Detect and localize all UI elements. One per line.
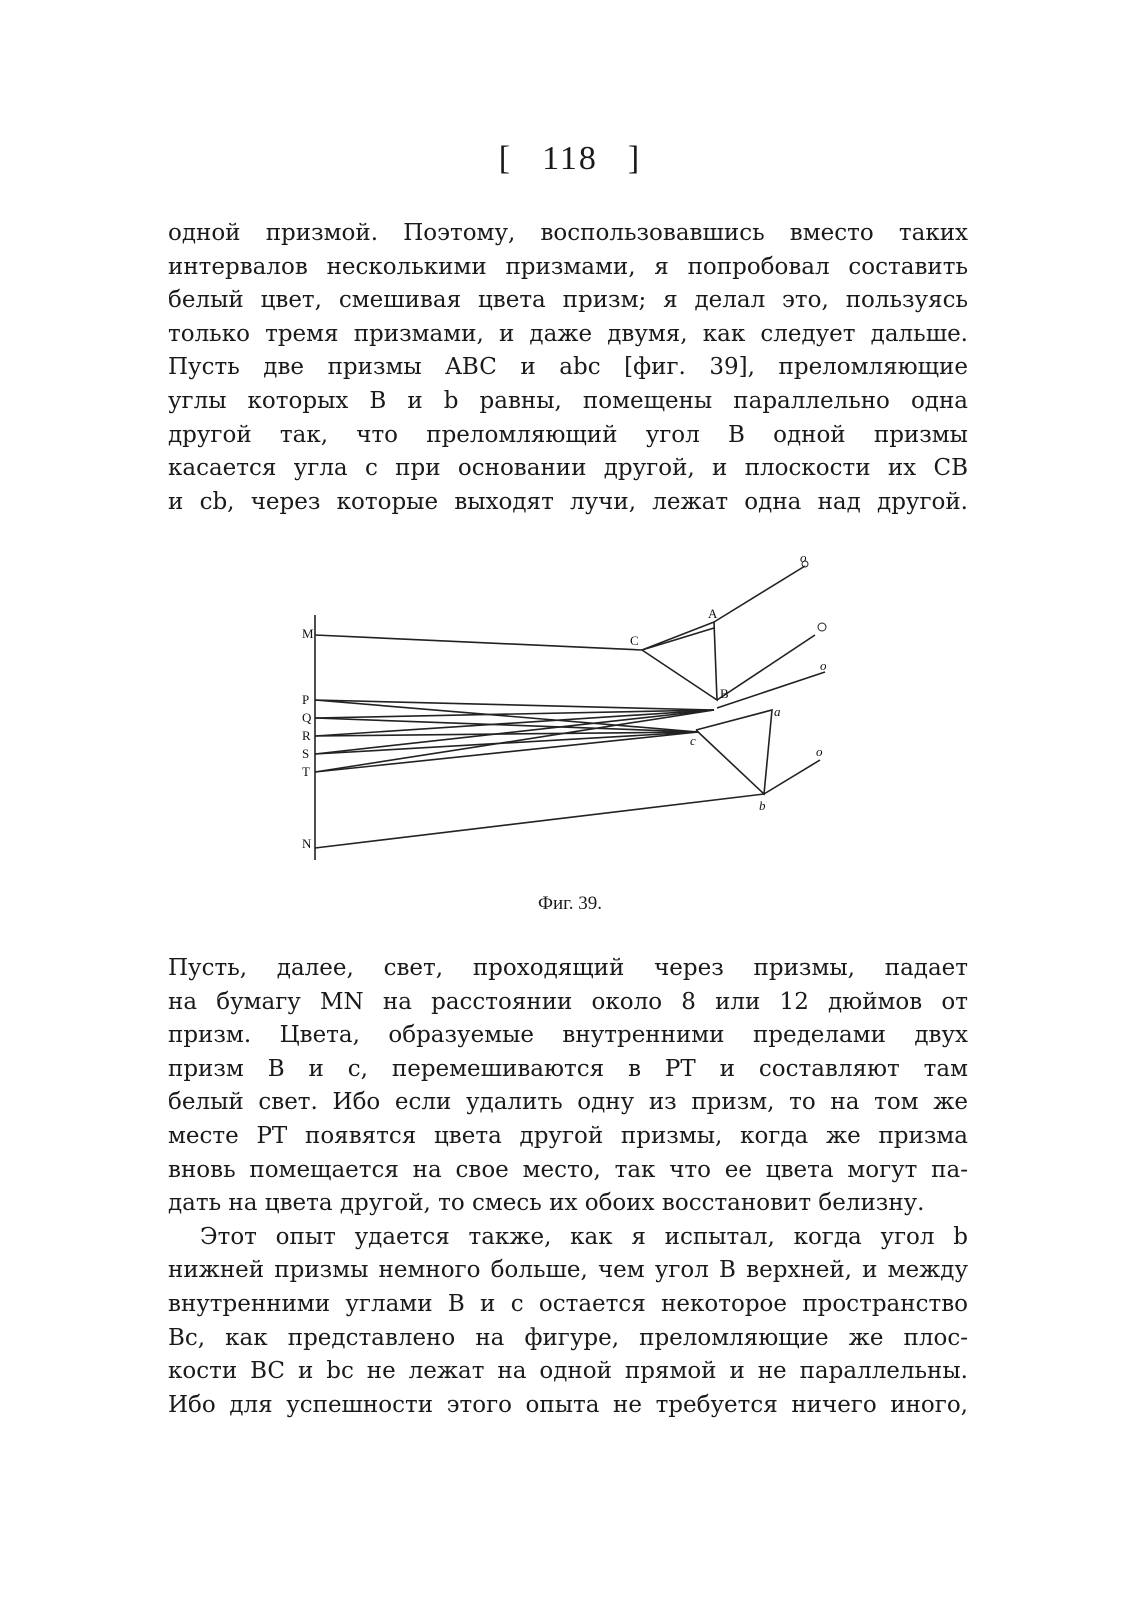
text-line: призм. Цвета, образуемые внутренними пределами двух bbox=[168, 1022, 968, 1049]
prism-ray-diagram bbox=[300, 550, 860, 880]
bracket-left: [ bbox=[498, 140, 513, 177]
label-t: T bbox=[302, 764, 310, 779]
text-line: белый цвет, смешивая цвета призм; я делал это, пользуясь bbox=[168, 287, 968, 314]
label-q: Q bbox=[302, 710, 312, 725]
paragraph-1 bbox=[168, 217, 968, 519]
text-line: касается угла c при основании другой, и плоскости их CB bbox=[168, 455, 968, 482]
label-s: S bbox=[302, 746, 310, 761]
text-line: кости BC и bc не лежат на одной прямой и не параллельны. bbox=[168, 1358, 968, 1385]
text-line: призм B и c, перемешиваются в PT и составляют там bbox=[168, 1055, 968, 1082]
label-c-upper: C bbox=[630, 633, 639, 648]
bracket-right: ] bbox=[627, 140, 642, 177]
label-n: N bbox=[302, 836, 312, 851]
ray-n-b bbox=[315, 794, 764, 848]
text-line: месте PT появятся цвета другой призмы, когда же призма bbox=[168, 1122, 968, 1149]
text-line: и cb, через которые выходят лучи, лежат одна над другой. bbox=[168, 488, 968, 515]
label-m: M bbox=[302, 626, 314, 641]
label-c-lower: c bbox=[690, 733, 696, 748]
figure-39-diagram bbox=[300, 550, 860, 880]
text-line: Пусть две призмы ABC и abc [фиг. 39], преломляющие bbox=[168, 354, 968, 381]
text-line: углы которых B и b равны, помещены параллельно одна bbox=[168, 387, 968, 414]
upper-prism-abc bbox=[642, 622, 717, 700]
paragraph-2 bbox=[168, 952, 968, 1422]
text-line: одной призмой. Поэтому, воспользовавшись вместо таких bbox=[168, 220, 968, 246]
text-line: Этот опыт удается также, как я испытал, когда угол b bbox=[200, 1223, 968, 1250]
label-b-upper: B bbox=[720, 686, 729, 701]
text-line: белый свет. Ибо если удалить одну из призм, то на том же bbox=[168, 1089, 968, 1116]
label-o-1: o bbox=[800, 550, 807, 565]
text-line: нижней призмы немного больше, чем угол B верхней, и между bbox=[168, 1257, 968, 1284]
text-line: Пусть, далее, свет, проходящий через призмы, падает bbox=[168, 955, 968, 981]
text-line: Ибо для успешности этого опыта не требуется ничего иного, bbox=[168, 1391, 968, 1418]
ray-out-2 bbox=[717, 635, 815, 700]
label-a-lower: a bbox=[774, 704, 781, 719]
text-line: только тремя призмами, и даже двумя, как следует дальше. bbox=[168, 320, 968, 347]
page-number-header bbox=[0, 140, 1140, 178]
ray-out-1 bbox=[714, 566, 805, 622]
page-number: 118 bbox=[542, 140, 598, 177]
text-line: дать на цвета другой, то смесь их обоих восстановит белизну. bbox=[168, 1190, 925, 1217]
ray-out-4 bbox=[764, 760, 820, 794]
text-line: другой так, что преломляющий угол B одной призмы bbox=[168, 421, 968, 448]
label-p: P bbox=[302, 692, 310, 707]
ray-m-c bbox=[315, 635, 642, 650]
text-line: Bc, как представлено на фигуре, преломляющие же плос- bbox=[168, 1324, 968, 1351]
label-b-lower: b bbox=[759, 798, 766, 813]
text-line: вновь помещается на свое место, так что ее цвета могут па- bbox=[168, 1156, 968, 1183]
text-line: на бумагу MN на расстоянии около 8 или 12 дюймов от bbox=[168, 988, 968, 1015]
text-line: интервалов несколькими призмами, я попробовал составить bbox=[168, 253, 968, 280]
label-o-3: o bbox=[820, 658, 827, 673]
label-r: R bbox=[302, 728, 311, 743]
figure-caption: Фиг. 39. bbox=[537, 893, 603, 914]
label-a-upper: A bbox=[708, 606, 718, 621]
text-line: внутренними углами B и c остается некоторое пространство bbox=[168, 1290, 968, 1317]
label-o-4: o bbox=[816, 744, 823, 759]
lower-prism-abc-lower bbox=[696, 710, 772, 794]
